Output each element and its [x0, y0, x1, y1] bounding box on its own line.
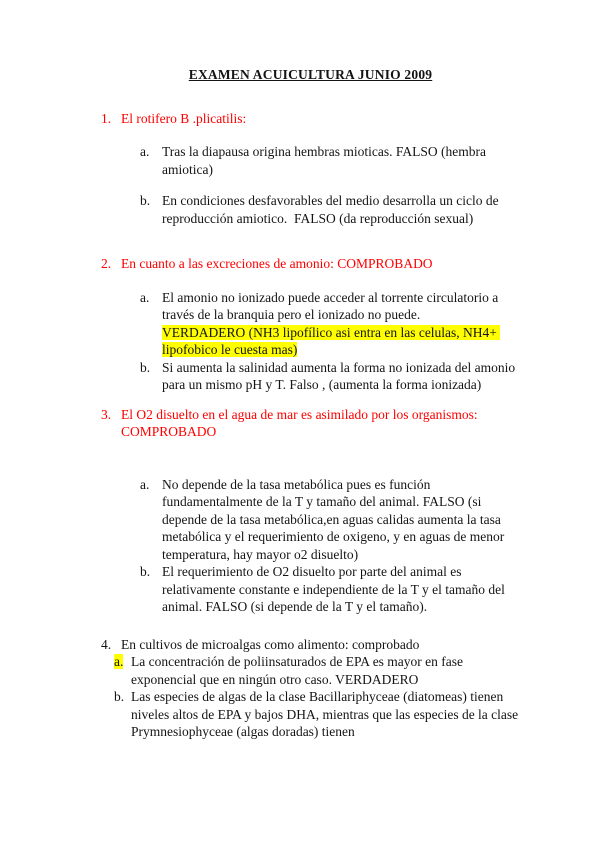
answer-statement: El amonio no ionizado puede acceder al torrente circulatorio a través de la branquia pero el ionizado no puede.	[162, 289, 502, 322]
answer-1b	[140, 192, 520, 227]
answer-text: Si aumenta la salinidad aumenta la forma no ionizada del amonio para un mismo pH y T. Falso , (aumenta la forma ionizada)	[162, 359, 519, 392]
question-number: 4.	[101, 636, 112, 652]
document-title: EXAMEN ACUICULTURA JUNIO 2009	[188, 67, 433, 82]
answer-text: La concentración de poliinsaturados de EPA es mayor en fase exponencial que en ningún otro caso. VERDADERO	[131, 654, 467, 687]
question-text: El rotifero B .plicatilis:	[121, 110, 247, 126]
answer-text: El requerimiento de O2 disuelto por parte del animal es relativamente constante e independiente de la T y el tamaño del animal. FALSO (si depende de la T y el tamaño).	[162, 564, 509, 614]
answer-text: No depende de la tasa metabólica pues es función fundamentalmente de la T y tamaño del animal. FALSO (si depende de la tasa metabólica,en aguas calidas aumenta la tasa metabólica y el requerimiento de oxigeno, y en aguas de menor temperatura, hay mayor o2 disuelto)	[162, 476, 508, 562]
question-text: En cultivos de microalgas como alimento: comprobado	[121, 636, 420, 652]
answer-letter: b.	[114, 689, 125, 704]
answer-4b	[114, 688, 520, 741]
answer-3b	[140, 563, 520, 616]
question-4-block	[101, 636, 520, 741]
answer-letter: b.	[140, 564, 151, 579]
answer-letter: b.	[140, 359, 151, 375]
answer-letter: a.	[140, 476, 150, 492]
question-number: 1.	[101, 110, 112, 126]
question-text: En cuanto a las excreciones de amonio: COMPROBADO	[121, 256, 433, 271]
question-text: El O2 disuelto en el agua de mar es asimilado por los organismos: COMPROBADO	[121, 406, 478, 439]
answer-1a	[140, 143, 520, 178]
question-2-heading	[101, 255, 520, 273]
answer-text	[162, 289, 520, 359]
answer-text: En condiciones desfavorables del medio desarrolla un ciclo de reproducción amiotico. FALSO (da reproducción sexual)	[162, 193, 503, 226]
question-4-heading	[101, 636, 520, 654]
answer-letter: a.	[140, 289, 150, 305]
answer-letter: b.	[140, 193, 151, 208]
answer-2b	[140, 359, 520, 394]
question-number: 3.	[101, 406, 112, 422]
answer-3a	[140, 476, 520, 564]
answer-4a	[114, 653, 520, 688]
answer-2a	[140, 289, 520, 359]
question-number: 2.	[101, 256, 112, 271]
answer-text: Tras la diapausa origina hembras mioticas. FALSO (hembra amiotica)	[162, 144, 490, 177]
answer-letter: a.	[140, 144, 150, 159]
answer-text: Las especies de algas de la clase Bacillariphyceae (diatomeas) tienen niveles altos de EPA y bajos DHA, mientras que las especies de la clase Prymnesiophyceae (algas doradas) tienen	[131, 689, 522, 739]
question-3-heading	[101, 406, 520, 441]
question-1-heading	[101, 110, 520, 128]
answer-highlight: VERDADERO (NH3 lipofílico asi entra en las celulas, NH4+ lipofobico le cuesta mas)	[162, 324, 501, 357]
answer-letter-highlighted: a.	[114, 654, 124, 669]
